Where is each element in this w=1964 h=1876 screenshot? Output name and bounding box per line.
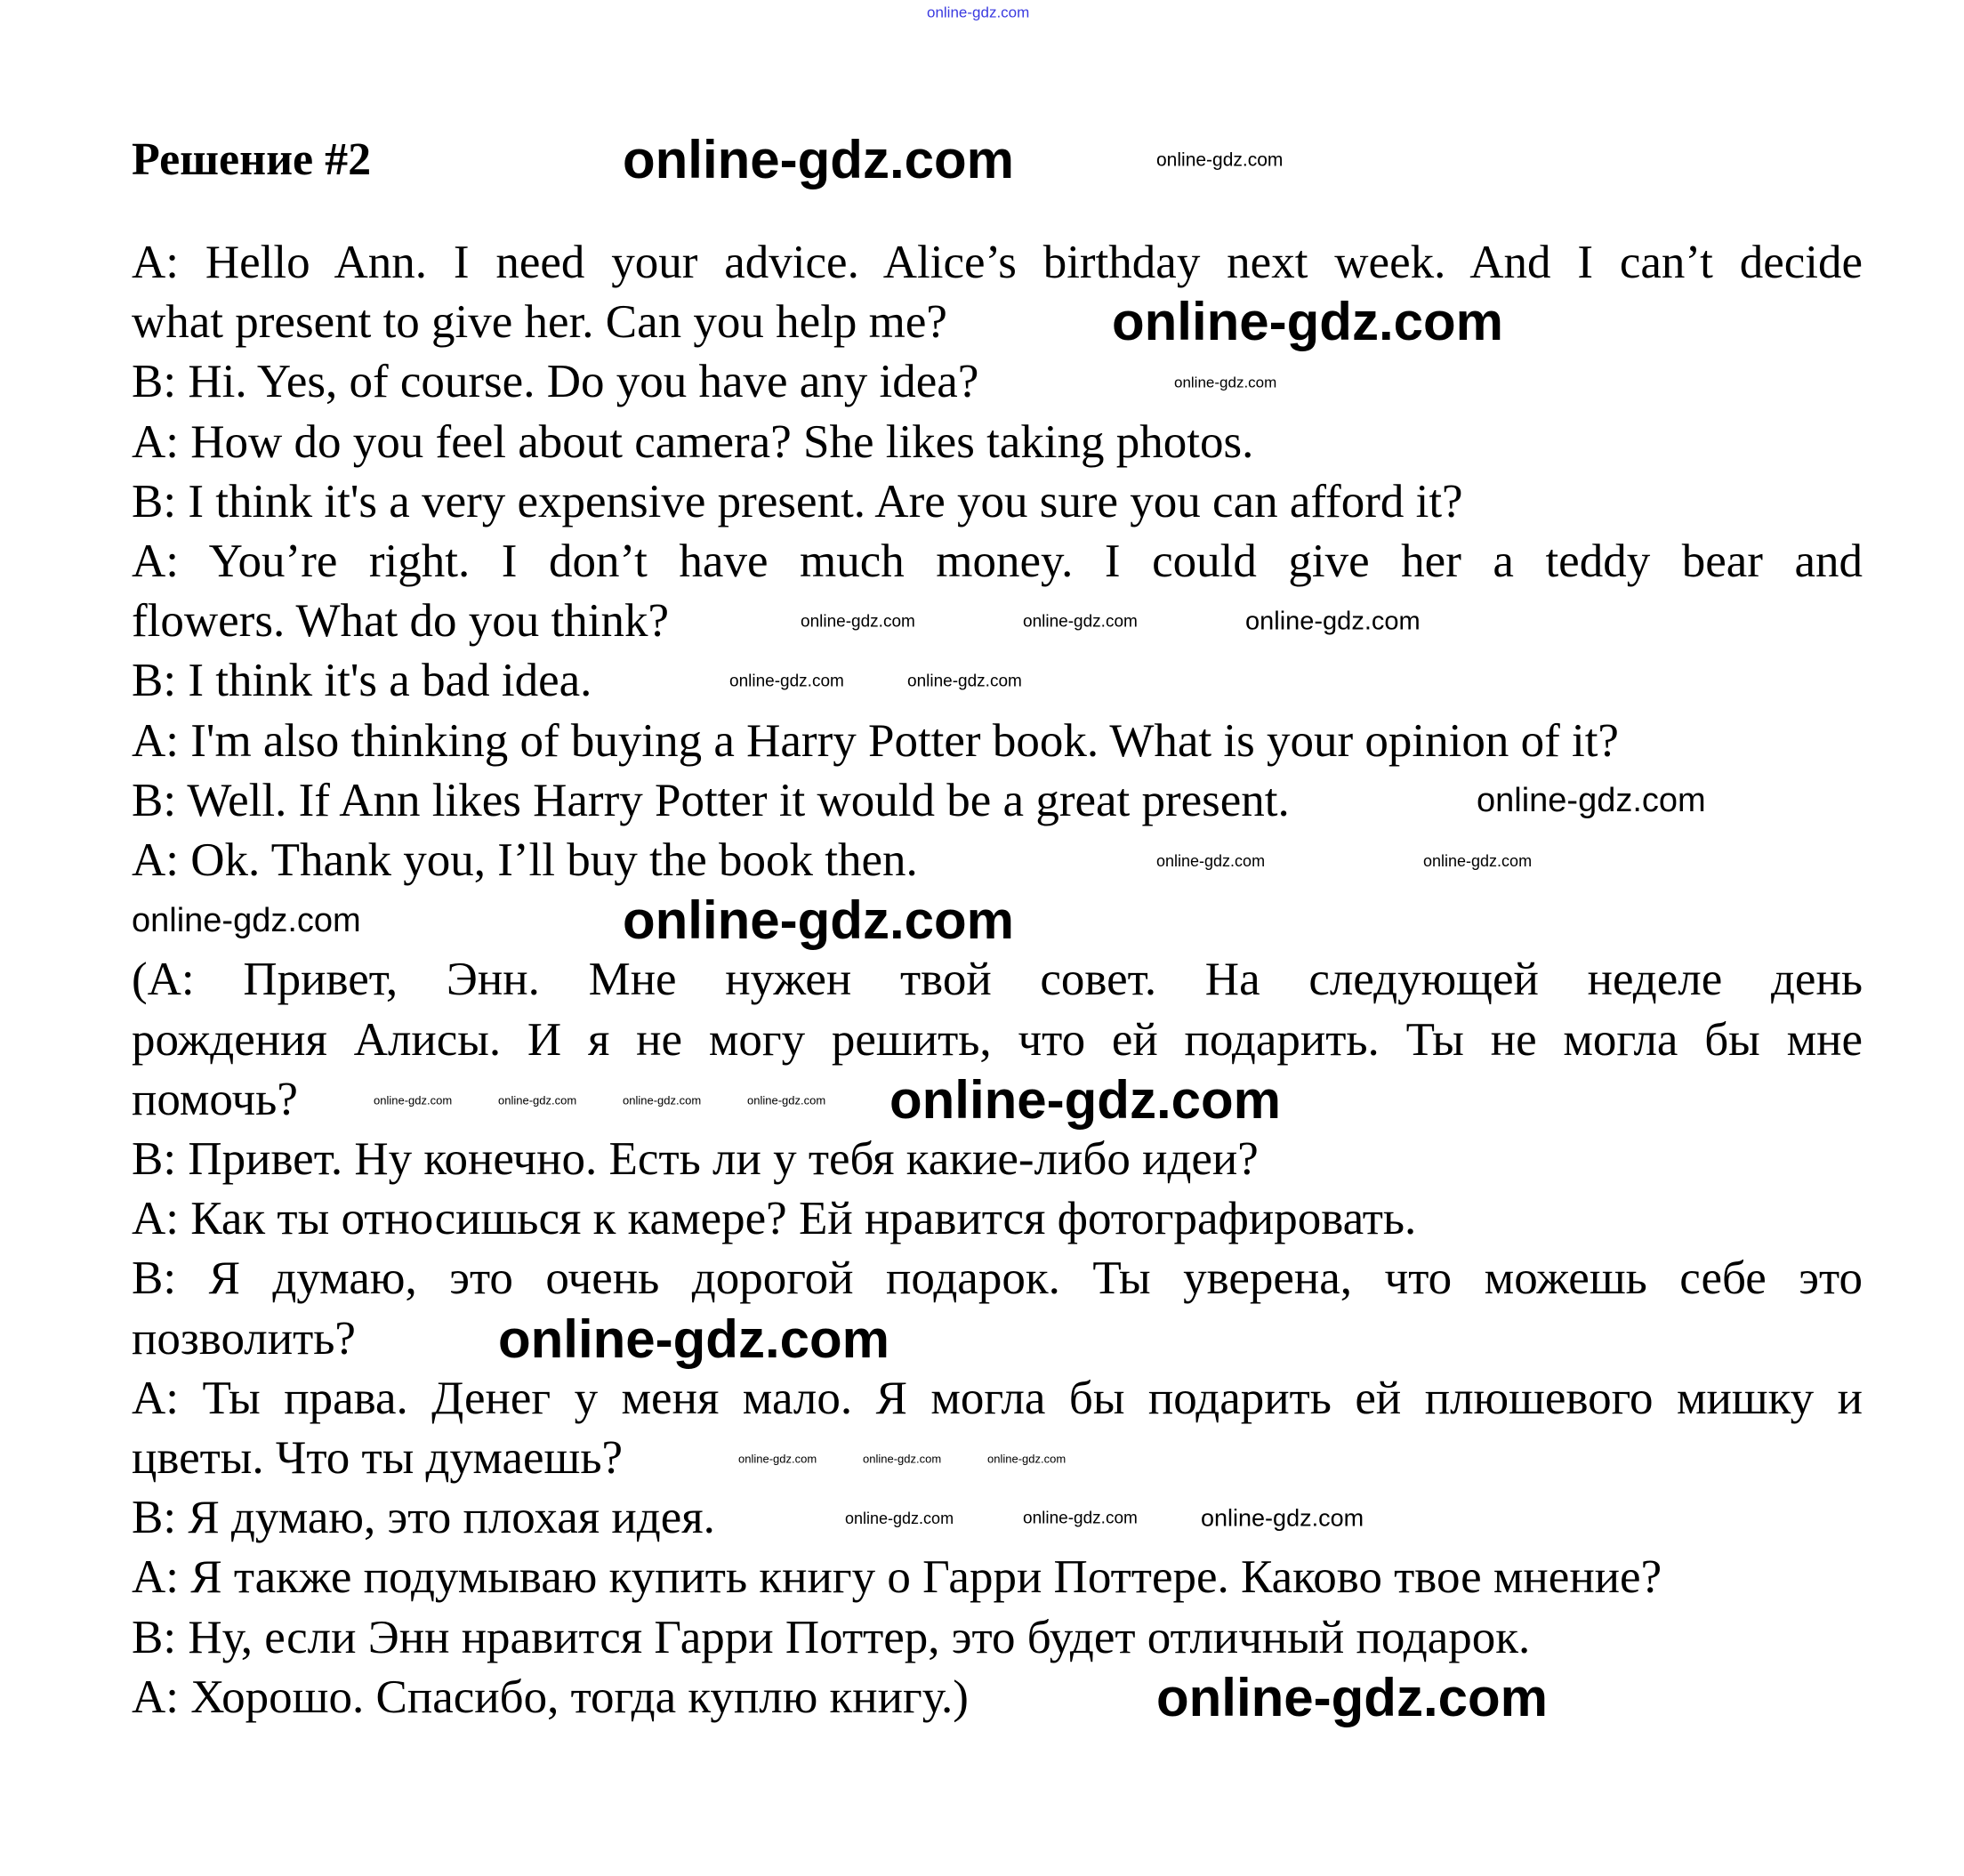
watermark: online-gdz.com: [132, 902, 361, 939]
watermark: online-gdz.com: [374, 1093, 453, 1107]
dialogue-text: [132, 233, 1863, 1727]
text-line: A: Хорошо. Спасибо, тогда куплю книгу.): [132, 1671, 969, 1723]
watermark: online-gdz.com: [927, 4, 1030, 21]
watermark: online-gdz.com: [729, 672, 844, 691]
text-line: A: Ok. Thank you, I’ll buy the book then.: [132, 834, 918, 887]
text-line: позволить?: [132, 1312, 356, 1365]
dialogue-line: [132, 1668, 1863, 1727]
watermark: online-gdz.com: [987, 1452, 1067, 1466]
watermark: online-gdz.com: [498, 1309, 889, 1369]
watermark: online-gdz.com: [1174, 374, 1277, 391]
text-line: B: Я думаю, это очень дорогой подарок. Ты уверена, что можешь себе это: [132, 1252, 1863, 1305]
watermark: online-gdz.com: [845, 1510, 954, 1527]
dialogue-line: [132, 712, 1863, 771]
text-line: A: I'm also thinking of buying a Harry Potter book. What is your opinion of it?: [132, 714, 1619, 767]
text-line: A: Я также подумываю купить книгу о Гарри Поттере. Каково твое мнение?: [132, 1551, 1662, 1604]
watermark: online-gdz.com: [1156, 149, 1284, 171]
watermark: online-gdz.com: [623, 130, 1014, 189]
dialogue-line: [132, 413, 1863, 472]
watermark: online-gdz.com: [1156, 1668, 1548, 1727]
dialogue-line: [132, 532, 1863, 651]
text-line: B: I think it's a very expensive present. Are you sure you can afford it?: [132, 475, 1463, 527]
dialogue-line: [132, 1249, 1863, 1368]
text-line: A: You’re right. I don’t have much money. I could give her a teddy bear and: [132, 535, 1863, 588]
dialogue-line: [132, 1488, 1863, 1548]
text-line: (А: Привет, Энн. Мне нужен твой совет. На следующей неделе день: [132, 954, 1863, 1006]
watermark: online-gdz.com: [1023, 1509, 1138, 1528]
watermark: online-gdz.com: [889, 1070, 1281, 1130]
watermark: online-gdz.com: [1112, 292, 1503, 351]
dialogue-line: [132, 1130, 1863, 1189]
watermark: online-gdz.com: [1023, 612, 1138, 632]
text-line: B: Привет. Ну конечно. Есть ли у тебя какие-либо идеи?: [132, 1133, 1259, 1186]
watermark: online-gdz.com: [1245, 607, 1421, 636]
watermark: online-gdz.com: [863, 1452, 942, 1466]
watermark: online-gdz.com: [1477, 782, 1706, 819]
watermark: online-gdz.com: [623, 1093, 702, 1107]
text-line: A: Ты права. Денег у меня мало. Я могла бы подарить ей плюшевого мишку и: [132, 1372, 1863, 1424]
dialogue-line: [132, 1608, 1863, 1668]
watermark: online-gdz.com: [1423, 852, 1533, 870]
dialogue-line: [132, 352, 1863, 412]
dialogue-line: [132, 1369, 1863, 1488]
watermark: online-gdz.com: [801, 612, 915, 632]
text-line: B: Ну, если Энн нравится Гарри Поттер, это будет отличный подарок.: [132, 1611, 1531, 1663]
text-line: what present to give her. Can you help me?: [132, 296, 947, 349]
solution-heading: Решение #2: [132, 134, 372, 185]
watermark: online-gdz.com: [1156, 852, 1266, 870]
watermark: online-gdz.com: [1201, 1504, 1364, 1532]
text-line: B: Я думаю, это плохая идея.: [132, 1492, 715, 1544]
text-line: B: I think it's a bad idea.: [132, 655, 592, 707]
dialogue-line: [132, 1189, 1863, 1249]
dialogue-line: [132, 1548, 1863, 1607]
text-line: помочь?: [132, 1073, 298, 1125]
watermark: online-gdz.com: [623, 890, 1014, 950]
text-line: цветы. Что ты думаешь?: [132, 1432, 624, 1485]
watermark: online-gdz.com: [498, 1093, 577, 1107]
text-line: A: Hello Ann. I need your advice. Alice’s birthday next week. And I can’t decide: [132, 237, 1863, 288]
watermark: online-gdz.com: [907, 672, 1022, 691]
text-line: B: Hi. Yes, of course. Do you have any idea?: [132, 356, 979, 408]
text-line: рождения Алисы. И я не могу решить, что ей подарить. Ты не могла бы мне: [132, 1013, 1863, 1066]
dialogue-line: [132, 472, 1863, 532]
text-line: flowers. What do you think?: [132, 595, 669, 648]
watermark: online-gdz.com: [747, 1093, 826, 1107]
dialogue-line: [132, 233, 1863, 352]
dialogue-line: [132, 831, 1863, 890]
text-line: A: Как ты относишься к камере? Ей нравится фотографировать.: [132, 1193, 1417, 1245]
watermark: online-gdz.com: [738, 1452, 817, 1466]
text-line: B: Well. If Ann likes Harry Potter it would be a great present.: [132, 774, 1290, 826]
text-line: A: How do you feel about camera? She likes taking photos.: [132, 415, 1254, 468]
